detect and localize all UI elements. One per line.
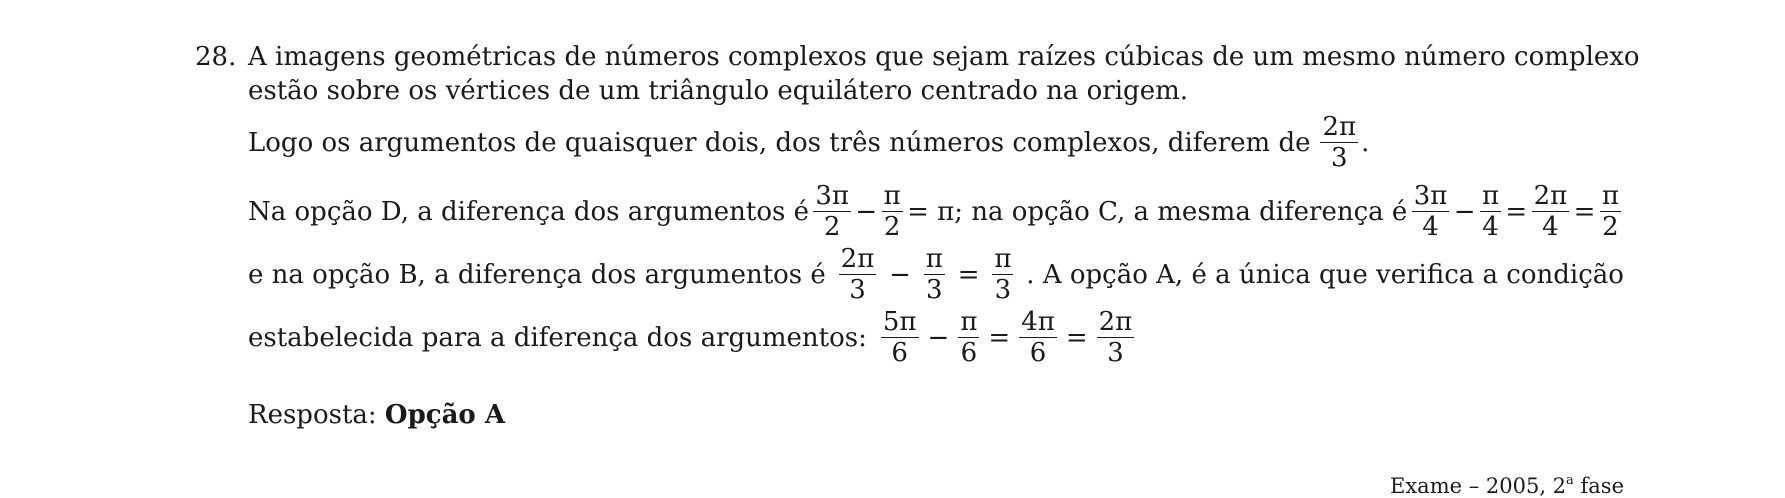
fraction-denominator: 4 — [1422, 212, 1439, 242]
problem-number: 28. — [195, 42, 237, 72]
option-b-text: e na opção B, a diferença dos argumentos é — [248, 259, 826, 290]
fraction-denominator: 3 — [926, 275, 943, 305]
fraction-numerator: π — [925, 244, 943, 274]
problem-body — [248, 40, 1640, 368]
exam-name: Exame – 2005, 2 — [1390, 474, 1567, 498]
period: . — [1361, 127, 1370, 158]
fraction-pi-over-6 — [958, 307, 979, 368]
exam-phase: fase — [1580, 474, 1624, 498]
fraction-numerator: 5π — [882, 307, 917, 337]
line-options-d-c — [248, 181, 1624, 242]
line-option-b — [248, 244, 1624, 305]
intro-line-2: estão sobre os vértices de um triângulo equilátero centrado na origem. — [248, 76, 1188, 106]
answer-value: Opção A — [384, 400, 505, 430]
fraction-numerator: 4π — [1021, 307, 1055, 337]
fraction-2pi-over-3-result — [1097, 307, 1135, 368]
fraction-denominator: 3 — [1331, 143, 1348, 173]
fraction-denominator: 4 — [1542, 212, 1559, 242]
minus-sign: − — [1453, 196, 1476, 227]
fraction-denominator: 6 — [891, 338, 908, 368]
condition-text: estabelecida para a diferença dos argumentos: — [248, 322, 867, 353]
paragraph-intro — [248, 40, 1640, 74]
fraction-pi-over-2-result — [1600, 181, 1621, 242]
fraction-numerator: 2π — [840, 244, 875, 274]
minus-sign: − — [889, 259, 911, 290]
fraction-denominator: 3 — [994, 275, 1012, 305]
fraction-denominator: 3 — [849, 275, 866, 305]
answer-line — [248, 400, 505, 430]
ordinal-superscript: a — [1566, 473, 1574, 488]
fraction-denominator: 6 — [960, 338, 978, 368]
minus-sign: − — [927, 322, 950, 353]
fraction-numerator: π — [883, 181, 901, 211]
equals-sign: = — [988, 322, 1011, 353]
option-d-text: Na opção D, a diferença dos argumentos é — [248, 196, 809, 227]
option-a-text: . A opção A, é a única que verifica a condição — [1026, 259, 1624, 290]
equals-sign: = — [1573, 196, 1596, 227]
answer-label: Resposta: — [248, 400, 377, 430]
intro-line-2-wrap — [248, 74, 1624, 108]
minus-sign: − — [855, 196, 878, 227]
fraction-3pi-over-4 — [1412, 181, 1450, 242]
fraction-2pi-over-3 — [1320, 112, 1358, 173]
fraction-numerator: π — [960, 307, 978, 337]
fraction-numerator: 3π — [1413, 181, 1448, 211]
fraction-2pi-over-3 — [839, 244, 877, 305]
fraction-numerator: 2π — [1533, 181, 1568, 211]
fraction-numerator: 2π — [1098, 307, 1133, 337]
fraction-denominator: 3 — [1107, 338, 1124, 368]
fraction-2pi-over-4 — [1532, 181, 1570, 242]
fraction-4pi-over-6 — [1019, 307, 1057, 368]
fraction-5pi-over-6 — [881, 307, 919, 368]
fraction-numerator: 2π — [1322, 112, 1357, 142]
option-c-text: = π; na opção C, a mesma diferença é — [907, 196, 1408, 227]
fraction-numerator: π — [994, 244, 1012, 274]
line-difference-statement — [248, 112, 1624, 173]
equals-sign: = — [957, 259, 980, 290]
fraction-numerator: π — [1601, 181, 1619, 211]
fraction-pi-over-2 — [882, 181, 903, 242]
fraction-denominator: 2 — [883, 212, 901, 242]
fraction-3pi-over-2 — [813, 181, 851, 242]
fraction-denominator: 6 — [1029, 338, 1047, 368]
fraction-denominator: 4 — [1482, 212, 1499, 242]
fraction-numerator: π — [1481, 181, 1500, 211]
equals-sign: = — [1505, 196, 1528, 227]
exam-source — [1390, 469, 1624, 498]
fraction-numerator: 3π — [815, 181, 849, 211]
intro-line-1: A imagens geométricas de números complexos que sejam raízes cúbicas de um mesmo número complexo — [248, 42, 1640, 72]
fraction-pi-over-4 — [1480, 181, 1501, 242]
fraction-pi-over-3-result — [992, 244, 1013, 305]
fraction-pi-over-3 — [924, 244, 945, 305]
fraction-denominator: 2 — [1602, 212, 1619, 242]
equals-sign: = — [1065, 322, 1088, 353]
fraction-denominator: 2 — [823, 212, 841, 242]
difference-statement-text: Logo os argumentos de quaisquer dois, dos três números complexos, diferem de — [248, 127, 1311, 158]
line-option-a — [248, 307, 1624, 368]
